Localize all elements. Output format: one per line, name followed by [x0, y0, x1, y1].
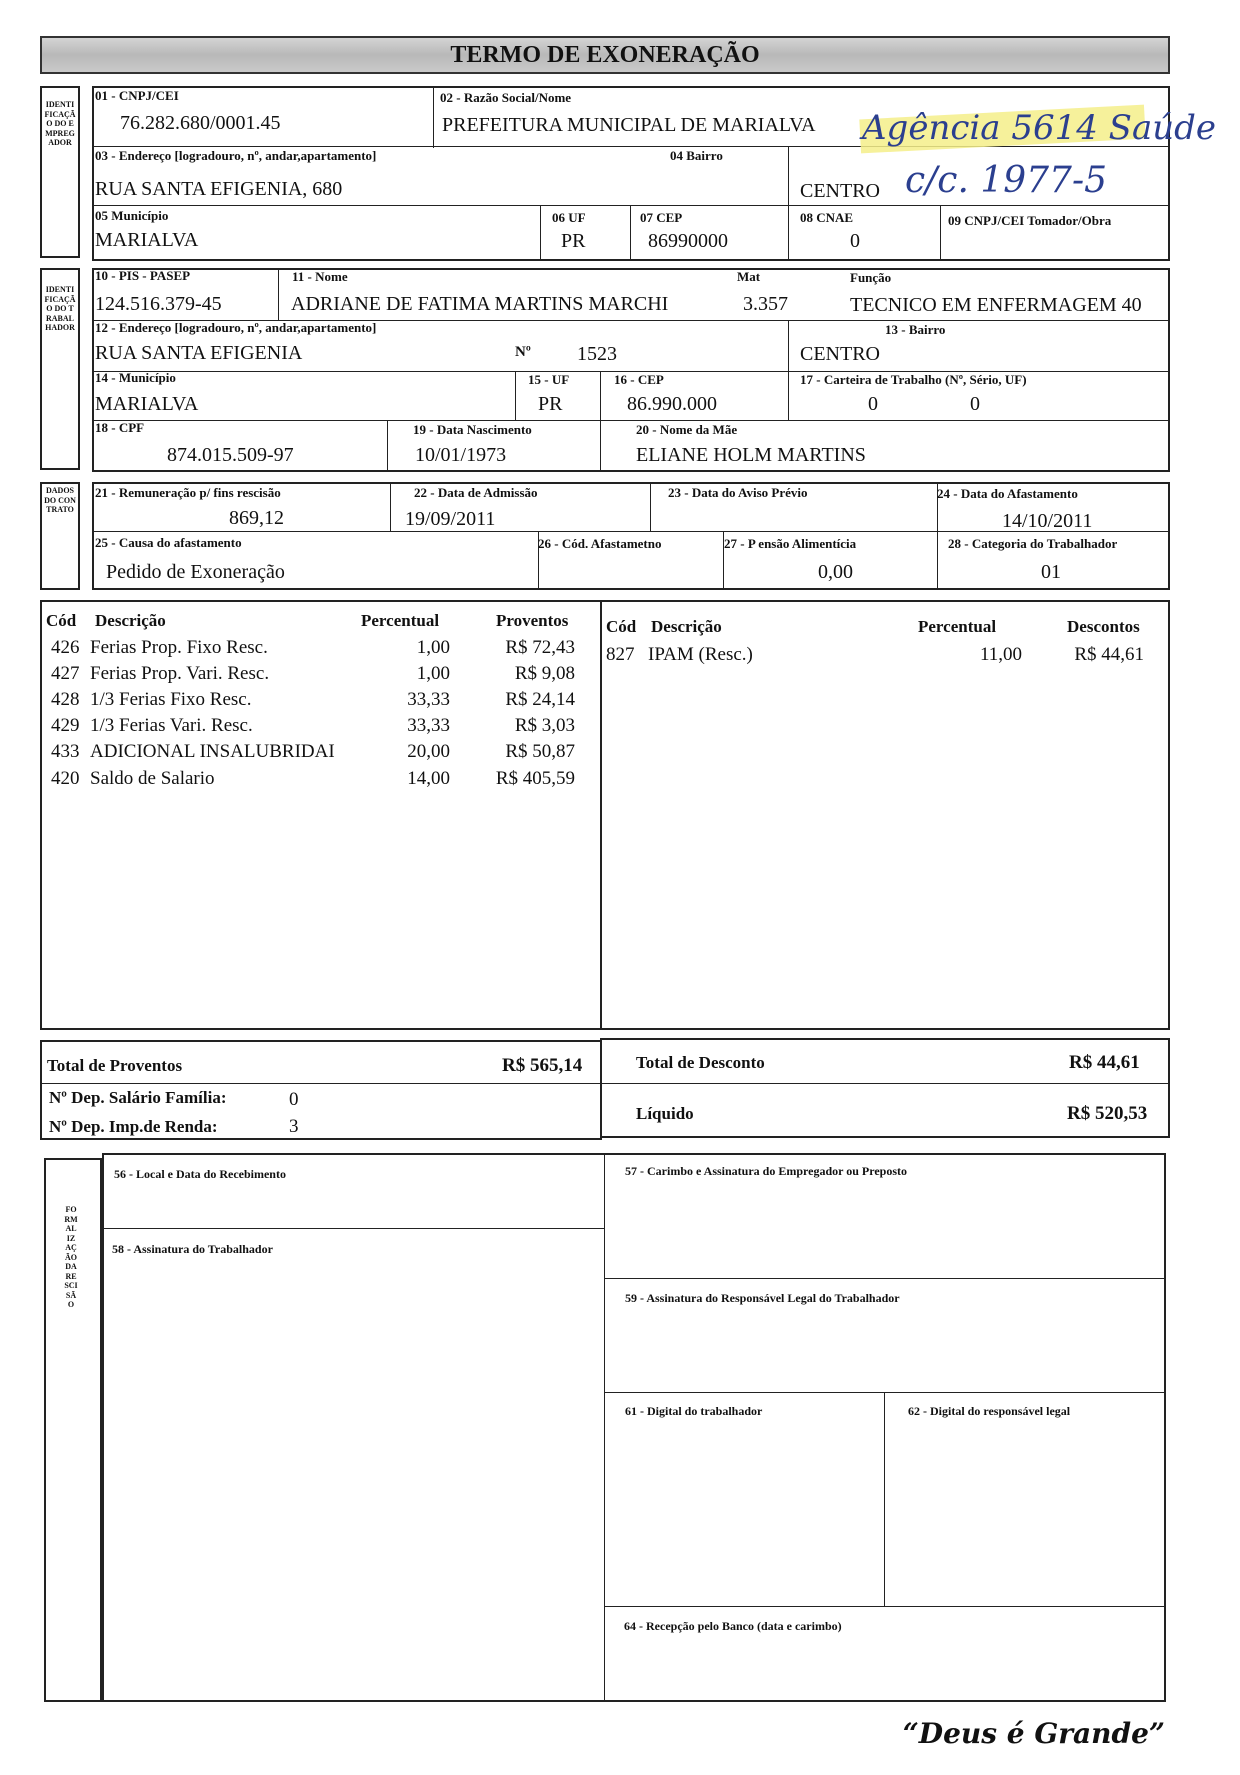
employer-municipio-value: MARIALVA: [95, 229, 199, 251]
prov-cod: 429: [51, 715, 80, 736]
nome-label: 11 - Nome: [292, 269, 348, 284]
nome-value: ADRIANE DE FATIMA MARTINS MARCHI: [291, 293, 669, 315]
nascimento-value: 10/01/1973: [415, 444, 507, 466]
desc-header-perc: Percentual: [918, 617, 997, 636]
employer-endereco-label: 03 - Endereço [logradouro, nº, andar,apartamento]: [95, 148, 377, 163]
desc-desc: IPAM (Resc.): [648, 644, 753, 665]
prov-valor: R$ 405,59: [495, 768, 575, 789]
liquido-value: R$ 520,53: [1067, 1103, 1148, 1124]
desc-cod: 827: [606, 644, 635, 665]
causa-value: Pedido de Exoneração: [106, 561, 285, 583]
worker-uf-value: PR: [538, 393, 563, 415]
prov-desc: Saldo de Salario: [90, 768, 215, 789]
cod-afastamento-label: 26 - Cód. Afastametno: [538, 536, 662, 551]
footer-motto: “Deus é Grande”: [902, 1717, 1165, 1750]
prov-valor: R$ 24,14: [505, 689, 575, 710]
f58-label: 58 - Assinatura do Trabalhador: [112, 1242, 273, 1256]
cnae-value: 0: [850, 230, 860, 252]
prov-header-perc: Percentual: [361, 611, 440, 630]
prov-cod: 433: [51, 741, 80, 762]
desc-header-valor: Descontos: [1067, 617, 1140, 636]
prov-header-valor: Proventos: [496, 611, 569, 630]
funcao-label: Função: [850, 270, 892, 285]
side-label-empregador: IDENTIFICAÇÃO DO EMPREGADOR: [44, 100, 76, 147]
employer-municipio-label: 05 Município: [95, 208, 169, 223]
side-label-contrato: DADOS DO CONTRATO: [44, 486, 76, 514]
side-label-formalizacao: FORMALIZAÇÃO DA RESCISÃO: [64, 1205, 78, 1309]
prov-perc: 33,33: [407, 689, 450, 710]
employer-bairro-label: 04 Bairro: [670, 148, 723, 163]
pis-value: 124.516.379-45: [95, 293, 222, 315]
mae-label: 20 - Nome da Mãe: [636, 422, 738, 437]
pensao-value: 0,00: [818, 561, 853, 583]
desc-header-cod: Cód: [606, 617, 637, 636]
total-desconto-value: R$ 44,61: [1069, 1052, 1140, 1073]
desc-header-desc: Descrição: [651, 617, 722, 636]
dep-salario-familia-value: 0: [289, 1089, 299, 1110]
pensao-label: 27 - P ensão Alimentícia: [724, 536, 857, 551]
prov-desc: ADICIONAL INSALUBRIDAI: [90, 741, 335, 762]
employer-endereco-value: RUA SANTA EFIGENIA, 680: [95, 178, 343, 200]
employer-cep-label: 07 CEP: [640, 210, 683, 225]
mae-value: ELIANE HOLM MARTINS: [636, 444, 866, 466]
afastamento-value: 14/10/2011: [1002, 510, 1093, 532]
prov-valor: R$ 50,87: [505, 741, 575, 762]
razao-value: PREFEITURA MUNICIPAL DE MARIALVA: [442, 114, 816, 136]
total-proventos-value: R$ 565,14: [502, 1055, 583, 1076]
prov-desc: 1/3 Ferias Fixo Resc.: [90, 689, 252, 710]
mat-value: 3.357: [743, 293, 788, 315]
employer-bairro-value: CENTRO: [800, 180, 880, 202]
total-desconto-label: Total de Desconto: [636, 1053, 765, 1072]
categoria-label: 28 - Categoria do Trabalhador: [948, 536, 1118, 551]
prov-cod: 427: [51, 663, 80, 684]
f64-label: 64 - Recepção pelo Banco (data e carimbo): [624, 1619, 842, 1633]
f57-label: 57 - Carimbo e Assinatura do Empregador ou Preposto: [625, 1164, 908, 1178]
worker-uf-label: 15 - UF: [528, 372, 570, 387]
worker-municipio-label: 14 - Município: [95, 370, 176, 385]
worker-bairro-value: CENTRO: [800, 343, 880, 365]
cnpj-value: 76.282.680/0001.45: [120, 112, 281, 134]
causa-label: 25 - Causa do afastamento: [95, 535, 242, 550]
ctps-numero-value: 0: [868, 393, 878, 415]
cpf-value: 874.015.509-97: [167, 444, 294, 466]
remuneracao-label: 21 - Remuneração p/ fins rescisão: [95, 485, 281, 500]
prov-valor: R$ 72,43: [505, 637, 575, 658]
side-label-trabalhador: IDENTIFICAÇÃO DO TRABALHADOR: [44, 285, 76, 332]
worker-cep-value: 86.990.000: [627, 393, 717, 415]
worker-municipio-value: MARIALVA: [95, 393, 199, 415]
mat-label: Mat: [737, 269, 761, 284]
prov-perc: 1,00: [416, 663, 450, 684]
dep-imp-renda-value: 3: [289, 1116, 299, 1137]
total-proventos-label: Total de Proventos: [47, 1056, 183, 1075]
prov-desc: 1/3 Ferias Vari. Resc.: [90, 715, 253, 736]
prov-desc: Ferias Prop. Vari. Resc.: [90, 663, 270, 684]
prov-cod: 420: [51, 768, 80, 789]
f61-label: 61 - Digital do trabalhador: [625, 1404, 763, 1418]
cnpj-label: 01 - CNPJ/CEI: [95, 88, 179, 103]
cpf-label: 18 - CPF: [95, 420, 145, 435]
nascimento-label: 19 - Data Nascimento: [413, 422, 532, 437]
dep-salario-familia-label: Nº Dep. Salário Família:: [49, 1088, 227, 1107]
prov-cod: 428: [51, 689, 80, 710]
f56-label: 56 - Local e Data do Recebimento: [114, 1167, 286, 1181]
worker-endereco-value: RUA SANTA EFIGENIA: [95, 342, 303, 364]
handwritten-account-number: c/c. 1977-5: [905, 160, 1108, 201]
pis-label: 10 - PIS - PASEP: [95, 268, 191, 283]
ctps-serie-value: 0: [970, 393, 980, 415]
desc-perc: 11,00: [979, 644, 1022, 665]
prov-perc: 33,33: [407, 715, 450, 736]
numero-label: Nº: [515, 344, 531, 360]
prov-perc: 1,00: [416, 637, 450, 658]
prov-cod: 426: [51, 637, 80, 658]
employer-uf-label: 06 UF: [552, 210, 586, 225]
prov-valor: R$ 9,08: [514, 663, 575, 684]
cnae-label: 08 CNAE: [800, 210, 854, 225]
worker-endereco-label: 12 - Endereço [logradouro, nº, andar,apartamento]: [95, 320, 377, 335]
afastamento-label: 24 - Data do Afastamento: [937, 486, 1078, 501]
f59-label: 59 - Assinatura do Responsável Legal do Trabalhador: [625, 1291, 900, 1305]
categoria-value: 01: [1041, 561, 1061, 583]
f62-label: 62 - Digital do responsável legal: [908, 1404, 1071, 1418]
worker-bairro-label: 13 - Bairro: [885, 322, 946, 337]
admissao-value: 19/09/2011: [405, 508, 496, 530]
employer-cep-value: 86990000: [648, 230, 728, 252]
tomador-label: 09 CNPJ/CEI Tomador/Obra: [948, 213, 1112, 228]
liquido-label: Líquido: [636, 1104, 694, 1123]
razao-label: 02 - Razão Social/Nome: [440, 90, 572, 105]
ctps-label: 17 - Carteira de Trabalho (Nº, Sério, UF): [800, 372, 1027, 387]
prov-header-desc: Descrição: [95, 611, 166, 630]
prov-perc: 14,00: [407, 768, 450, 789]
document-title: TERMO DE EXONERAÇÃO: [40, 36, 1170, 74]
numero-value: 1523: [577, 343, 617, 365]
desc-valor: R$ 44,61: [1074, 644, 1144, 665]
admissao-label: 22 - Data de Admissão: [414, 485, 538, 500]
handwritten-account-note: Agência 5614 Saúde: [862, 108, 1217, 148]
prov-header-cod: Cód: [46, 611, 77, 630]
funcao-value: TECNICO EM ENFERMAGEM 40: [850, 294, 1142, 316]
employer-uf-value: PR: [561, 230, 586, 252]
prov-valor: R$ 3,03: [514, 715, 575, 736]
worker-cep-label: 16 - CEP: [614, 372, 664, 387]
remuneracao-value: 869,12: [229, 507, 284, 529]
dep-imp-renda-label: Nº Dep. Imp.de Renda:: [49, 1117, 218, 1136]
prov-desc: Ferias Prop. Fixo Resc.: [90, 637, 268, 658]
aviso-previo-label: 23 - Data do Aviso Prévio: [668, 485, 808, 500]
prov-perc: 20,00: [407, 741, 450, 762]
